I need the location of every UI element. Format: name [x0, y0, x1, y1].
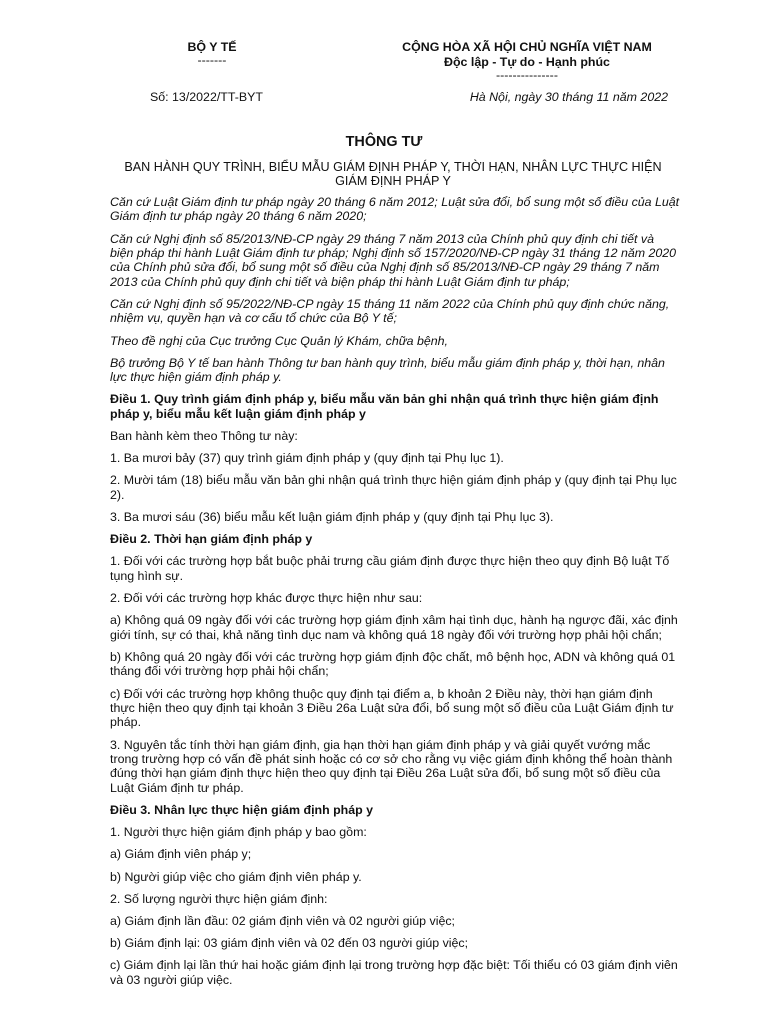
article-3-item-2a: a) Giám định lần đầu: 02 giám định viên và 02 người giúp việc; [110, 913, 455, 928]
country-name: CỘNG HÒA XÃ HỘI CHỦ NGHĨA VIỆT NAM [402, 40, 652, 54]
article-3-heading: Điều 3. Nhân lực thực hiện giám định pháp y [110, 802, 374, 817]
legal-basis-3: Căn cứ Nghị định số 95/2022/NĐ-CP ngày 15 tháng 11 năm 2022 của Chính phủ quy định chức năng, nhiệm vụ, quyền hạn và cơ cấu tổ chức của Bộ Y tế; [110, 297, 670, 326]
article-3-item-1b: b) Người giúp việc cho giám định viên pháp y. [110, 869, 362, 884]
motto-rule: --------------- [496, 68, 558, 82]
article-1-item-1: 1. Ba mươi bảy (37) quy trình giám định pháp y (quy định tại Phụ lục 1). [110, 451, 504, 466]
article-2-item-3: 3. Nguyên tắc tính thời hạn giám định, gia hạn thời hạn giám định pháp y và giải quyết vướng mắc trong trường hợp có vấn đề phát sinh hoặc có cơ sở cho rằng vụ việc giám định không thể hoàn thành đúng thời hạn giám định thực hiện theo quy định tại Điều 26a Luật sửa đổi, bổ sung một số điều của Luật Giám định tư pháp. [110, 737, 673, 795]
article-2-item-2a: a) Không quá 09 ngày đối với các trường hợp giám định xâm hại tình dục, hành hạ ngược đãi, xác định giới tính, sự có thai, khả năng tình dục nam và không quá 18 ngày đối với trường hợp phải hội chẩn; [110, 613, 678, 642]
article-3-item-2b: b) Giám định lại: 03 giám định viên và 02 đến 03 người giúp việc; [110, 936, 469, 951]
issuance-statement: Bộ trưởng Bộ Y tế ban hành Thông tư ban hành quy trình, biểu mẫu giám định pháp y, thời hạn, nhân lực thực hiện giám định pháp y. [110, 355, 665, 385]
document-body [110, 195, 680, 995]
document-type: THÔNG TƯ [345, 134, 423, 150]
article-1-intro: Ban hành kèm theo Thông tư này: [110, 429, 298, 444]
legal-basis-1: Căn cứ Luật Giám định tư pháp ngày 20 tháng 6 năm 2012; Luật sửa đổi, bổ sung một số điều của Luật Giám định tư pháp ngày 20 tháng 6 năm 2020; [110, 195, 680, 224]
national-heading [340, 40, 714, 84]
national-motto: Độc lập - Tự do - Hạnh phúc [444, 55, 610, 69]
ministry-name: BỘ Y TẾ [187, 40, 237, 54]
article-3-item-1: 1. Người thực hiện giám định pháp y bao gồm: [110, 825, 367, 840]
ministry-rule: ------- [197, 53, 227, 67]
article-3-item-1a: a) Giám định viên pháp y; [110, 847, 252, 862]
legal-basis-2: Căn cứ Nghị định số 85/2013/NĐ-CP ngày 29 tháng 7 năm 2013 của Chính phủ quy định chi tiết và biện pháp thi hành Luật Giám định tư pháp; Nghị định số 157/2020/NĐ-CP ngày 31 tháng 12 năm 2020 của Chính phủ sửa đổi, bổ sung một số điều của Nghị định số 85/2013/NĐ-CP ngày 29 tháng 7 năm 2013 của Chính phủ quy định chi tiết và biện pháp thi hành Luật Giám định tư pháp; [110, 231, 677, 289]
article-2-item-2: 2. Đối với các trường hợp khác được thực hiện như sau: [110, 591, 423, 606]
place-date: Hà Nội, ngày 30 tháng 11 năm 2022 [469, 90, 668, 104]
article-1-item-3: 3. Ba mươi sáu (36) biểu mẫu kết luận giám định pháp y (quy định tại Phụ lục 3). [110, 510, 554, 525]
article-2-item-1: 1. Đối với các trường hợp bắt buộc phải trưng cầu giám định được thực hiện theo quy định Bộ luật Tố tụng hình sự. [110, 554, 670, 583]
article-3-item-2c: c) Giám định lại lần thứ hai hoặc giám định lại trong trường hợp đặc biệt: Tối thiểu có 03 giám định viên và 03 người giúp việc. [110, 958, 678, 987]
issuer-block [150, 40, 274, 69]
document-number: Số: 13/2022/TT-BYT [150, 90, 263, 104]
article-2-heading: Điều 2. Thời hạn giám định pháp y [110, 532, 313, 547]
article-1-heading: Điều 1. Quy trình giám định pháp y, biểu mẫu văn bản ghi nhận quá trình thực hiện giám định pháp y, biểu mẫu kết luận giám định pháp y [110, 392, 659, 421]
proposal-line: Theo đề nghị của Cục trưởng Cục Quản lý Khám, chữa bệnh, [110, 333, 448, 348]
document-subtitle: BAN HÀNH QUY TRÌNH, BIỂU MẪU GIÁM ĐỊNH PHÁP Y, THỜI HẠN, NHÂN LỰC THỰC HIỆN GIÁM ĐỊNH PHÁP Y [124, 160, 662, 188]
article-2-item-2b: b) Không quá 20 ngày đối với các trường hợp giám định độc chất, mô bệnh học, ADN và không quá 01 tháng đối với trường hợp phải hội chẩn; [110, 649, 676, 679]
article-1-item-2: 2. Mười tám (18) biểu mẫu văn bản ghi nhận quá trình thực hiện giám định pháp y (quy định tại Phụ lục 2). [110, 473, 677, 502]
article-2-item-2c: c) Đối với các trường hợp không thuộc quy định tại điểm a, b khoản 2 Điều này, thời hạn giám định thực hiện theo quy định tại khoản 3 Điều 26a Luật sửa đổi, bổ sung một số điều của Luật Giám định tư pháp. [110, 686, 674, 730]
article-3-item-2: 2. Số lượng người thực hiện giám định: [110, 891, 328, 906]
